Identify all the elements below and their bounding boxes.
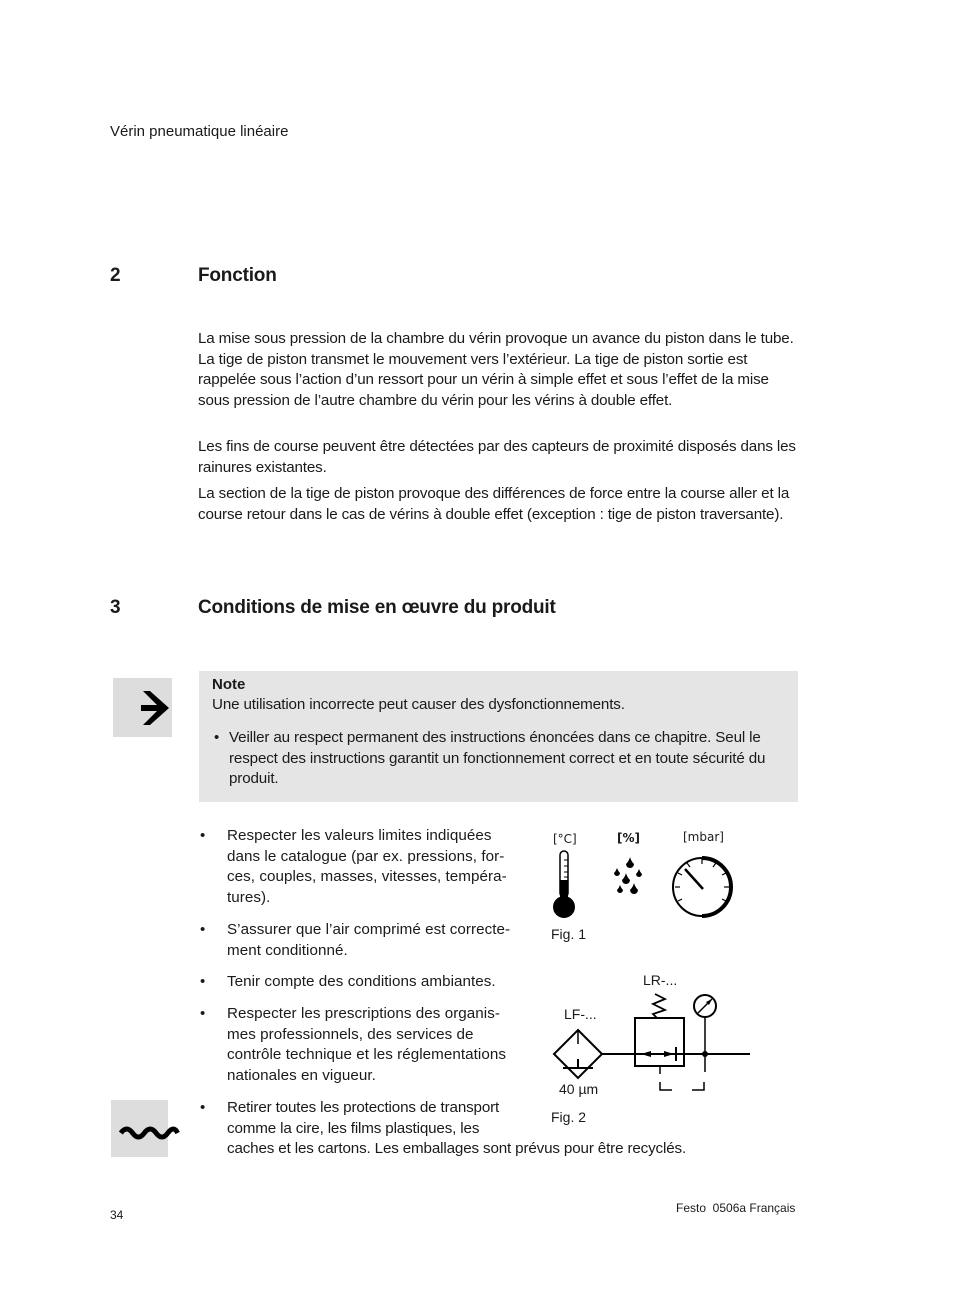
unit-percent: [%] — [617, 831, 640, 845]
line: contrôle technique et les réglementations — [227, 1046, 506, 1064]
note-icon-box — [113, 678, 172, 737]
bullet-symbol: • — [200, 921, 206, 938]
note-text: Une utilisation incorrecte peut causer des dysfonctionnements. — [212, 696, 625, 713]
line: Retirer toutes les protections de transport — [227, 1099, 500, 1116]
bullet-symbol: • — [200, 973, 206, 990]
bullet-symbol: • — [200, 1099, 206, 1116]
line: Respecter les valeurs limites indiquées — [227, 827, 492, 844]
paragraph: Les fins de course peuvent être détectées par des capteurs de proximité disposés dans les rainures existantes. — [198, 438, 796, 476]
filter-label: LF-... — [564, 1006, 597, 1022]
line: dans le catalogue (par ex. pressions, for- — [227, 847, 505, 865]
arrow-right-icon — [113, 678, 172, 737]
line: caches et les cartons. Les emballages sont prévus pour être recyclés. — [227, 1140, 687, 1158]
list-item — [227, 1098, 787, 1160]
section-title: Fonction — [198, 265, 277, 286]
figure-label: Fig. 2 — [551, 1109, 587, 1125]
bullet-symbol: • — [200, 827, 206, 844]
list-item — [227, 920, 537, 961]
line: Respecter les prescriptions des organis- — [227, 1005, 500, 1022]
unit-celsius: [°C] — [553, 832, 577, 846]
thermometer-icon — [550, 850, 580, 920]
line: S’assurer que l’air comprimé est correcte- — [227, 921, 511, 938]
gauge-symbol — [694, 995, 716, 1072]
list-item — [227, 972, 537, 993]
recycling-wave-icon — [111, 1100, 168, 1157]
pressure-gauge-icon — [670, 856, 736, 920]
bullet-symbol: • — [214, 729, 220, 746]
section-number: 3 — [110, 597, 121, 618]
line: mes professionnels, des services de — [227, 1025, 474, 1043]
line: ment conditionné. — [227, 941, 348, 959]
list-item — [227, 1004, 537, 1086]
filter-symbol — [554, 1030, 602, 1078]
line: ces, couples, masses, vitesses, tempéra- — [227, 868, 507, 886]
page-number: 34 — [110, 1208, 124, 1222]
section-title: Conditions de mise en œuvre du produit — [198, 597, 556, 618]
line: nationales en vigueur. — [227, 1066, 376, 1084]
line: tures). — [227, 888, 271, 906]
recycle-icon-box — [111, 1100, 168, 1157]
footer-publisher: Festo 0506a Français — [676, 1201, 796, 1215]
filter-rating: 40 µm — [559, 1081, 599, 1097]
humidity-drops-icon — [610, 855, 646, 900]
bullet-symbol: • — [200, 1005, 206, 1022]
list-item — [227, 826, 537, 908]
line: Tenir compte des conditions ambiantes. — [227, 973, 496, 990]
figure-label: Fig. 1 — [551, 926, 587, 942]
section-number: 2 — [110, 265, 121, 286]
note-bullet-text: Veiller au respect permanent des instructions énoncées dans ce chapitre. Seul le respect des instructions garantit un fonctionnement correct et en toute sécurité du produit. — [229, 729, 766, 788]
paragraph: La mise sous pression de la chambre du vérin provoque un avance du piston dans le tube. La tige de piston transmet le mouvement vers l’extérieur. La tige de piston sortie est rappelée sous l’action d’un ressort pour un vérin à simple effet et sous l’effet de la mise sous pression de l’autre chambre du vérin pour les vérins à double effet. — [198, 330, 794, 409]
unit-mbar: [mbar] — [683, 830, 724, 844]
line: comme la cire, les films plastiques, les — [227, 1119, 480, 1137]
paragraph: La section de la tige de piston provoque des différences de force entre la course aller et la course retour dans le cas de vérins à double effet (exception : tige de piston traversante). — [198, 485, 790, 523]
regulator-symbol — [628, 994, 704, 1090]
regulator-label: LR-... — [643, 972, 678, 988]
running-head: Vérin pneumatique linéaire — [110, 123, 289, 140]
pneumatic-circuit-diagram — [550, 988, 755, 1093]
note-title: Note — [212, 676, 246, 693]
